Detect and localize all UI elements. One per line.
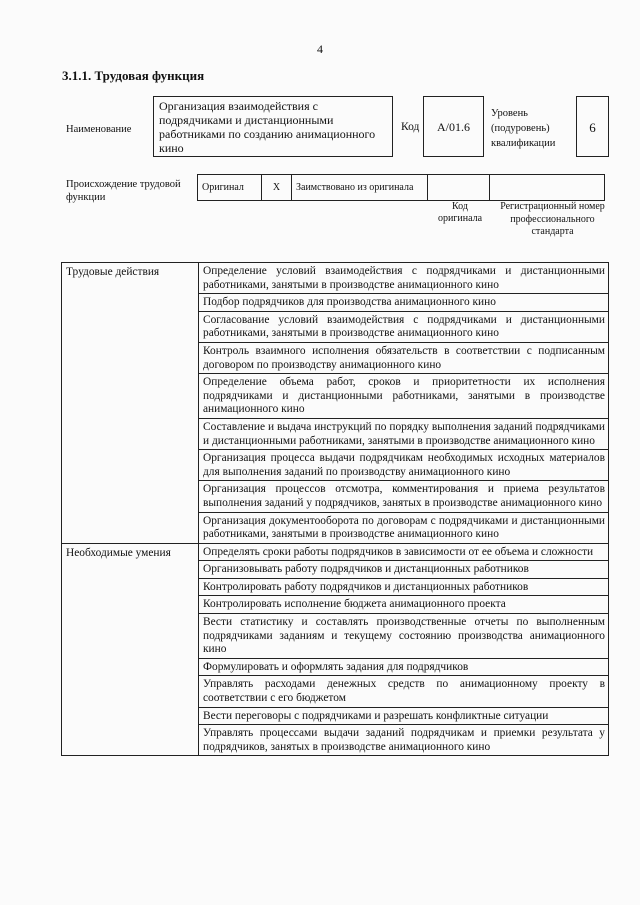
requirement-item: Управлять расходами денежных средств по анимационному проекту в соответствии с его бюджетом — [199, 676, 609, 707]
requirement-item: Контролировать исполнение бюджета анимационного проекта — [199, 596, 609, 614]
page-number: 4 — [317, 42, 323, 56]
origin-label: Происхождение трудовой функции — [66, 179, 181, 203]
section-category: Необходимые умения — [62, 543, 199, 756]
registration-number-cell — [490, 175, 605, 201]
requirement-item: Организация документооборота по договорам с подрядчиками и дистанционными работниками, занятыми в производстве анимационного кино — [199, 512, 609, 543]
requirements-table — [61, 262, 609, 756]
requirement-item: Согласование условий взаимодействия с подрядчиками и дистанционными работниками, занятыми в производстве анимационного кино — [199, 311, 609, 342]
requirement-item: Определять сроки работы подрядчиков в зависимости от ее объема и сложности — [199, 543, 609, 561]
requirement-item: Вести переговоры с подрядчиками и разрешать конфликтные ситуации — [199, 707, 609, 725]
registration-number-caption: Регистрационный номер профессионального стандарта — [500, 201, 605, 237]
function-name: Организация взаимодействия с подрядчиками и дистанционными работниками по созданию анимационного кино — [153, 96, 393, 157]
name-label: Наименование — [66, 124, 132, 135]
requirement-item: Определение объема работ, сроков и приоритетности их исполнения подрядчиками и дистанционными работниками, занятыми в производстве анимационного кино — [199, 374, 609, 419]
function-code: A/01.6 — [423, 96, 484, 157]
table-row — [62, 543, 609, 561]
requirement-item: Определение условий взаимодействия с подрядчиками и дистанционными работниками, занятыми в производстве анимационного кино — [199, 263, 609, 294]
borrowed-label: Заимствовано из оригинала — [292, 175, 428, 201]
original-mark: X — [262, 175, 292, 201]
qualification-level-label: Уровень (подуровень) квалификации — [491, 108, 556, 149]
requirement-item: Подбор подрядчиков для производства анимационного кино — [199, 294, 609, 312]
requirement-item: Вести статистику и составлять производственные отчеты по выполненным подрядчиками заданиям и текущему состоянию производства анимационного кино — [199, 614, 609, 659]
original-code-cell — [428, 175, 490, 201]
requirement-item: Формулировать и оформлять задания для подрядчиков — [199, 658, 609, 676]
original-code-caption: Код оригинала — [437, 201, 483, 224]
requirement-item: Составление и выдача инструкций по порядку выполнения заданий подрядчиками и дистанционными работниками, занятыми в производстве анимационного кино — [199, 418, 609, 449]
section-title: 3.1.1. Трудовая функция — [62, 68, 205, 83]
qualification-level: 6 — [576, 96, 609, 157]
requirement-item: Организация процесса выдачи подрядчикам необходимых исходных материалов для выполнения заданий по производству анимационного кино — [199, 450, 609, 481]
requirement-item: Контроль взаимного исполнения обязательств в соответствии с подписанным договором по производству анимационного кино — [199, 342, 609, 373]
requirement-item: Управлять процессами выдачи заданий подрядчикам и приемки результата у подрядчиков, занятых в производстве анимационного кино — [199, 725, 609, 756]
requirement-item: Контролировать работу подрядчиков и дистанционных работников — [199, 578, 609, 596]
requirement-item: Организовывать работу подрядчиков и дистанционных работников — [199, 561, 609, 579]
original-label: Оригинал — [198, 175, 262, 201]
code-label: Код — [401, 121, 420, 133]
section-category: Трудовые действия — [62, 263, 199, 544]
requirement-item: Организация процессов отсмотра, комментирования и приема результатов выполнения заданий у подрядчиков, занятых в производстве анимационного кино — [199, 481, 609, 512]
origin-table — [197, 174, 605, 201]
table-row — [62, 263, 609, 294]
